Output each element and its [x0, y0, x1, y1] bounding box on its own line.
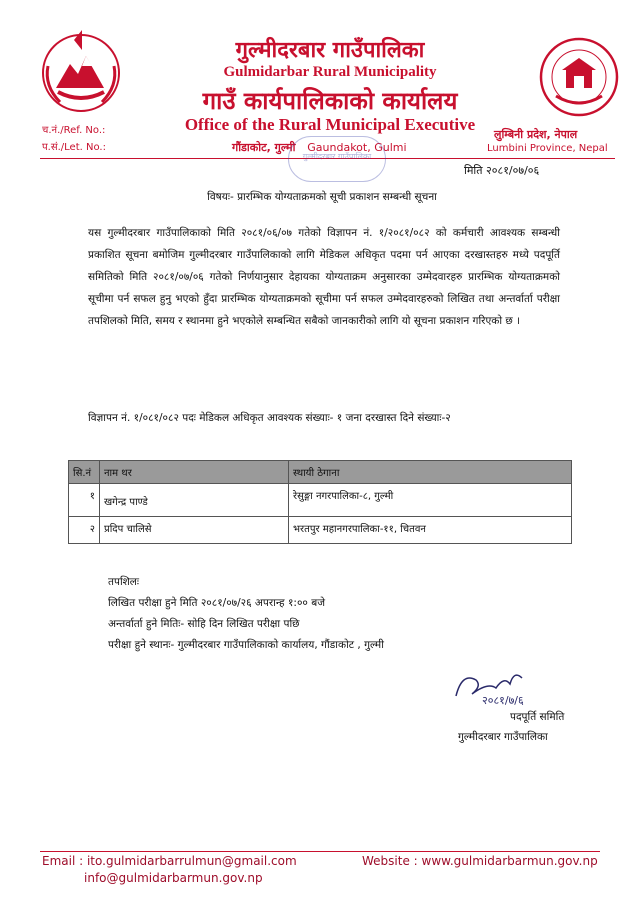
table-header-row — [69, 461, 572, 484]
footer-website: Website : www.gulmidarbarmun.gov.np — [362, 854, 598, 868]
written-exam-date: लिखित परीक्षा हुने मिति २०८१/०७/२६ अपरान्ह १:०० बजे — [108, 597, 326, 609]
exam-venue: परीक्षा हुने स्थानः- गुल्मीदरबार गाउँपालिकाको कार्यालय, गौंडाकोट , गुल्मी — [108, 639, 384, 651]
municipality-name-en: Gulmidarbar Rural Municipality — [223, 64, 437, 80]
committee-title: पदपूर्ति समिति — [510, 711, 565, 723]
footer-email: Email : ito.gulmidarbarrulmun@gmail.com — [42, 854, 297, 868]
table-row — [69, 484, 572, 517]
details-heading: तपशिलः — [108, 576, 140, 588]
cell-address: रेसुङ्गा नगरपालिका-८, गुल्मी — [289, 484, 572, 517]
address-np: गौंडाकोट, गुल्मी — [232, 141, 296, 154]
interview-date: अन्तर्वार्ता हुने मितिः- सोहि दिन लिखित परीक्षा पछि — [108, 618, 300, 630]
letter-number-label: प.सं./Let. No.: — [42, 142, 106, 153]
col-address: स्थायी ठेगाना — [289, 461, 572, 484]
signature-date: २०८१/७/६ — [482, 694, 524, 707]
signature-icon — [452, 666, 558, 708]
cell-name: प्रदिप चालिसे — [100, 517, 289, 544]
office-stamp-text: गुल्मीदरबार गाउँपालिका — [302, 152, 372, 161]
cell-serial: १ — [69, 484, 100, 517]
office-stamp — [288, 136, 386, 182]
footer-email-2: info@gulmidarbarmun.gov.np — [84, 871, 263, 885]
municipality-seal-icon — [538, 36, 620, 118]
municipality-name-np: गुल्मीदरबार गाउँपालिका — [235, 38, 425, 63]
notice-subject: विषयः- प्रारम्भिक योग्यताक्रमको सूची प्रकाशन सम्बन्धी सूचना — [207, 191, 437, 203]
committee-org: गुल्मीदरबार गाउँपालिका — [458, 731, 548, 743]
col-serial: सि.नं — [69, 461, 100, 484]
footer-divider — [40, 851, 600, 852]
address-en: Gaundakot, Gulmi — [307, 141, 407, 154]
cell-name: खगेन्द्र पाण्डे — [100, 484, 289, 517]
office-name-en: Office of the Rural Municipal Executive — [184, 115, 476, 134]
table-row — [69, 517, 572, 544]
candidates-table — [68, 460, 572, 544]
col-name: नाम थर — [100, 461, 289, 484]
nepal-emblem-icon — [36, 26, 126, 116]
notice-body: यस गुल्मीदरबार गाउँपालिकाको मिति २०८१/०६/०७ गतेको विज्ञापन नं. १/२०८१/०८२ को कर्मचारी आवश्यक सम्बन्धी प्रकाशित सूचना बमोजिम गुल्मीदरबार गाउँपालिकाको लागि मेडिकल अधिकृत पदमा पर्न आएका दरखास्तहरु मध्ये पदपूर्ति समितिको मिति २०८१/०७/०६ गतेको निर्णयानुसार देहायका योग्यताक्रम अनुसारका उम्मेदवारहरु प्रारम्भिक योग्यताक्रमको सूचीमा पर्न सफल हुनु भएको हुँदा प्रारम्भिक योग्यताक्रमको सूचीमा पर्न सफल उम्मेदवारहरुको लिखित तथा अन्तर्वार्ता परीक्षा तपशिलको मिति, समय र स्थानमा हुने भएकोले सम्बन्धित सबैको जानकारीको लागि यो सूचना प्रकाशन गरिएको छ । — [88, 227, 560, 327]
cell-address: भरतपुर महानगरपालिका-११, चितवन — [289, 517, 572, 544]
exam-details — [108, 572, 384, 656]
province-en: Lumbini Province, Nepal — [487, 143, 608, 154]
office-name-np: गाउँ कार्यपालिकाको कार्यालय — [202, 87, 458, 115]
advertisement-info: विज्ञापन नं. १/०८१/०८२ पदः मेडिकल अधिकृत आवश्यक संख्याः- १ जना दरखास्त दिने संख्याः-२ — [88, 412, 451, 424]
notice-date: मिति २०८१/०७/०६ — [464, 164, 540, 177]
ref-number-label: च.नं./Ref. No.: — [42, 125, 106, 136]
province-np: लुम्बिनी प्रदेश, नेपाल — [494, 128, 578, 141]
cell-serial: २ — [69, 517, 100, 544]
